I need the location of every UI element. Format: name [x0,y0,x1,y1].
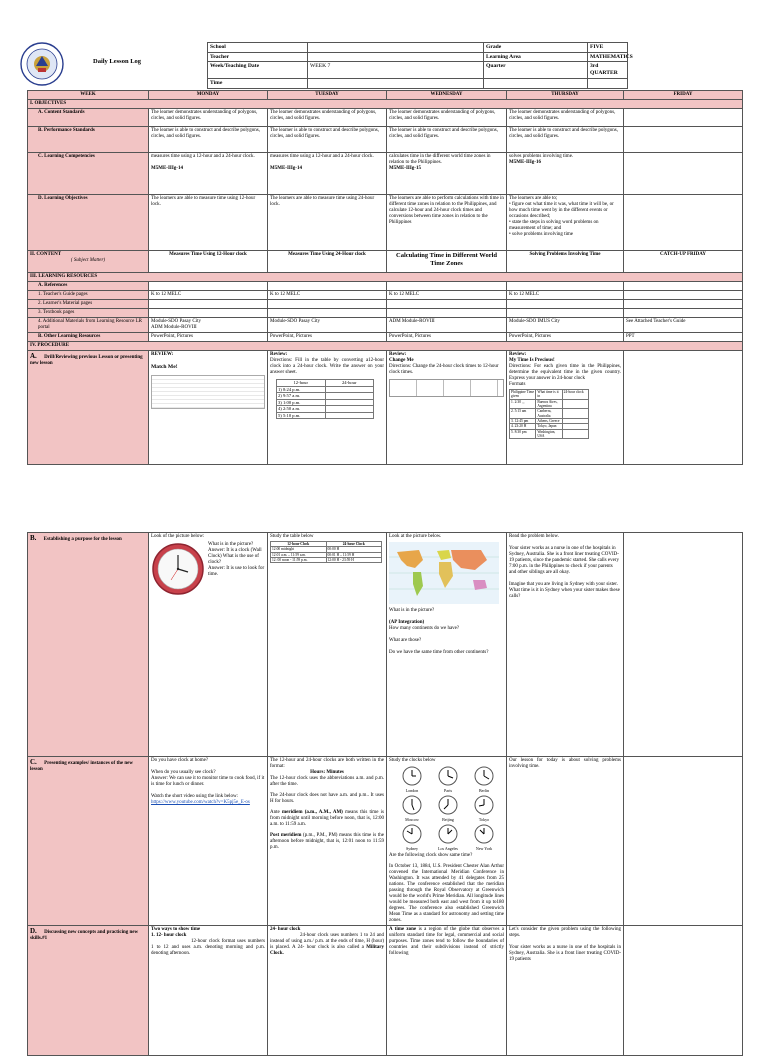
presenting-wed: Study the clocks below London Paris Berlin Moscow Beijing Tokyo Sydney Los Angeles New York Are the following clock show same time? In October 13, 1884, U.S. President Chester Alan Arthur convened the International Meridian Conference in Washington. It was attended by 41 delegates from 25 nations. The conference established that the meridian passing through the Royal Observatory at Greenwich would be the world's Prime Meridian. All longitude lines would be measured both east and west from it up to180 degrees. The conference also established Greenwich Mean Time as a standard for astronomy and setting time zones. [387,757,507,926]
drill-wed: Review: Change Me Directions: Change the 24-hour clock times to 12-hour clock times. [387,351,507,465]
perf-tue: The learner is able to construct and describe polygons, circles, and solid figures. [268,127,387,153]
wall-clock-image [151,542,205,596]
content-standards-mon: The learner demonstrates understanding of polygons, circles, and solid figures. [149,109,268,127]
teacher-value [308,52,484,62]
add-tue: Module-SDO Pasay City [268,318,387,333]
clock-los-angeles: Los Angeles [433,824,463,852]
comp-thu: solves problems involving time. M5ME-IIIg-16 [507,153,624,195]
clock-sydney: Sydney [397,824,427,852]
match-me-worksheet [151,375,265,409]
grade-label: Grade [484,43,588,53]
purpose-wed: Look at the picture below. What is in the picture? (AP Integration) How many continents do we have? What are those? Do we have the same time from other continents? [387,533,507,757]
other-tue: PowerPoint, Pictures [268,333,387,342]
tg-thu: K to 12 MELC [507,291,624,300]
discussing-mon: Two ways to show time 1. 12- hour clock 12-hour clock format uses numbers 1 to 12 and uses a.m. denoting morning and p.m. denoting afternoon. [149,926,268,1056]
area-label: Learning Area [484,52,588,62]
tg-pages-label: 1. Teacher's Guide pages [28,291,149,300]
drill-tue: Review: Directions: Fill in the table by converting a12-hour clock into a 24-hour clock. Write the answer on your answer sheet. 12-hour 24-hour 1) 8:24 p.m. 2) 9:57 a.m. 3) 1:00 p.m. 4) 2:50 a.m. 5) 5:10 p.m. [268,351,387,465]
purpose-tue: Study the table below 12-hour Clock 24-hour Clock 12:00 midnight 00:00 H 12:01 a.m. – 11:59 a.m. 00:01 H – 11:59 H 12: 00 noon - 11:59 p.m. 12:00 H - 23:59 H [268,533,387,757]
content-wed: Calculating Time in Different World Time Zones [387,251,507,273]
performance-standards-label: B. Performance Standards [28,127,149,153]
week-value: WEEK 7 [308,62,484,78]
comp-wed: calculates time in the different world time zones in relation to the Philippines. M5ME-IIIg-15 [387,153,507,195]
discussing-label: D. Discussing new concepts and practicing new skills.#1 [28,926,149,1056]
time-value [308,78,484,88]
header-table [207,42,633,89]
content-standards-label: A. Content Standards [28,109,149,127]
other-resources-label: B. Other Learning Resources [28,333,149,342]
references-label: A. References [28,282,149,291]
other-wed: PowerPoint, Pictures [387,333,507,342]
purpose-thu: Read the problem below. Your sister works as a nurse in one of the hospitals in Sydney, Australia. She is a front liner treating COVID-19 patients, since the pandemic started. She calls every 7:00 p.m. in the Philippines to check if your parents and other siblings are all okay. Imagine that you are living in Sydney with your sister. What time is it in Sydney when your sister makes these calls? [507,533,624,757]
clock-london: London [397,766,427,794]
discussing-thu: Let's consider the given problem using the following steps. Your sister works as a nurse in one of the hospitals in Sydney, Australia. She is a front liner treating COVID-19 patients [507,926,624,1056]
main-table [27,90,743,465]
drill-label: A. Drill/Reviewing previous Lesson or presenting new lesson [28,351,149,465]
school-label: School [208,43,308,53]
grade-value: FIVE [588,43,628,53]
content-mon: Measures Time Using 12-Hour clock [149,251,268,273]
time-zone-table: Philippine Time given What time is it in 24-hour clock 1. 2:30 ₁₀ Buenos Aires, Argentina 2. 5:15 am Canberra, Australia 3. 12:45 pm Athens, Greece 4. 23:20 H Tokyo, Japan 5. 8:30 pm Washington, USA [509,389,589,439]
content-fri: CATCH-UP FRIDAY [624,251,743,273]
drill-thu: Review: My Time Is Precious! Directions: For each given time in the Philippines, determine the equivalent time in the given country. Express your answer in 24-hour clock Formats Philippine Time given What time is it in 24-hour clock 1. 2:30 ₁₀ Buenos Aires, Argentina 2. 5:15 am Canberra, Australia 3. 12:45 pm Athens, Greece 4. 23:20 H Tokyo, Japan 5. 8:30 pm Washington, USA [507,351,624,465]
week-label: Week/Teaching Date [208,62,308,78]
presenting-tue: The 12-hour and 24-hour clocks are both written in the format: Hours: Minutes The 12-hour clock uses the abbreviations a.m. and p.m. after the time. The 24-hour clock does not have a.m. and p.m.. It uses H for hours. Ante meridiem (a.m., A.M., AM) means this time is from midnight until morning before noon, that is, 12:00 a.m. to 11:59 a.m. Post meridiem (p.m., P.M., PM) means this time is the afternoon before midnight, that is, 12:01 noon to 11:59 p.m. [268,757,387,926]
world-clocks-grid [397,766,504,851]
day-header-row [28,91,743,100]
col-friday: FRIDAY [624,91,743,100]
teacher-label: Teacher [208,52,308,62]
clock-moscow: Moscow [397,795,427,823]
school-value [308,43,484,53]
competencies-label: C. Learning Competencies [28,153,149,195]
perf-wed: The learner is able to construct and describe polygons, circles, and solid figures. [387,127,507,153]
lm-pages-label: 2. Learner's Material pages [28,300,149,309]
procedure-table-page2 [27,532,743,1056]
col-thursday: THURSDAY [507,91,624,100]
col-tuesday: TUESDAY [268,91,387,100]
clock-paris: Paris [433,766,463,794]
purpose-label: B. Establishing a purpose for the lesson [28,533,149,757]
lo-wed: The learners are able to perform calculations with time in different time zones in relation to the Philippines, and calculate 12-hour and 24-hour clock times and conversions between time zones in relation to the Philippines [387,195,507,251]
quarter-value: 3rd QUARTER [588,62,628,78]
purpose-mon: Look of the picture below: What is in the picture? Answer: It is a clock (Wall Clock) What is the use of clock? Answer: It is use to look for time. [149,533,268,757]
col-week: WEEK [28,91,149,100]
change-me-table [389,379,504,397]
learning-objectives-label: D. Learning Objectives [28,195,149,251]
col-monday: MONDAY [149,91,268,100]
deped-seal [20,42,64,86]
content-standards-tue: The learner demonstrates understanding of polygons, circles, and solid figures. [268,109,387,127]
content-thu: Solving Problems Involving Time [507,251,624,273]
discussing-wed: A time zone is a region of the globe that observes a uniform standard time for legal, commercial and social purposes. Time zones tend to follow the boundaries of countries and their subdivisions instead of strictly following [387,926,507,1056]
presenting-mon: Do you have clock at home? When do you usually see clock? Answer: We can use it to monitor time to cook food, if it is time for lunch or dinner. Watch the short video using the link below: https://www.youtube.com/watch?v=K5pj5e_E-os [149,757,268,926]
lo-thu: The learners are able to; • figure out what time it was, what time it will be, or how much time went by in the different events or occasions described; • state the steps in solving word problems on measurement of time; and • solve problems involving time [507,195,624,251]
tg-tue: K to 12 MELC [268,291,387,300]
time-label: Time [208,78,308,88]
textbook-pages-label: 3. Textbook pages [28,309,149,318]
other-thu: PowerPoint, Pictures [507,333,624,342]
lesson-log-title: Daily Lesson Log [93,58,142,65]
comp-tue: measures time using a 12-hour and a 24-hour clock. M5ME-IIIg-14 [268,153,387,195]
presenting-thu: Our lesson for today is about solving problems involving time. [507,757,624,926]
col-wednesday: WEDNESDAY [387,91,507,100]
clock-compare-table: 12-hour Clock 24-hour Clock 12:00 midnight 00:00 H 12:01 a.m. – 11:59 a.m. 00:01 H – 11:59 H 12: 00 noon - 11:59 p.m. 12:00 H - 23:59 H [270,541,382,563]
lo-mon: The learners are able to measure time using 12-hour lock. [149,195,268,251]
clock-beijing: Beijing [433,795,463,823]
resources-heading: III. LEARNING RESOURCES [28,273,743,282]
tg-wed: K to 12 MELC [387,291,507,300]
video-link[interactable]: https://www.youtube.com/watch?v=K5pj5e_E-os [151,800,250,805]
add-thu: Module-SDO IMUS City [507,318,624,333]
clock-tokyo: Tokyo [469,795,499,823]
perf-mon: The learner is able to construct and describe polygons, circles, and solid figures. [149,127,268,153]
tg-mon: K to 12 MELC [149,291,268,300]
area-value: MATHEMATICS [588,52,628,62]
content-standards-wed: The learner demonstrates understanding of polygons, circles, and solid figures. [387,109,507,127]
content-tue: Measures Time Using 24-Hour clock [268,251,387,273]
add-wed: ADM Module-ROVIII [387,318,507,333]
content-label: II. CONTENT ( Subject Matter) [28,251,149,273]
clock-new-york: New York [469,824,499,852]
other-fri: PPT [624,333,743,342]
lo-tue: The learners are able to measure time using 24-hour lock. [268,195,387,251]
content-standards-thu: The learner demonstrates understanding of polygons, circles, and solid figures. [507,109,624,127]
add-mon: Module-SDO Pasay City ADM Module-ROVIII [149,318,268,333]
other-mon: PowerPoint, Pictures [149,333,268,342]
clock-berlin: Berlin [469,766,499,794]
add-fri: See Attached Teacher's Guide [624,318,743,333]
procedure-heading: IV. PROCEDURE [28,342,743,351]
perf-thu: The learner is able to construct and describe polygons, circles, and solid figures. [507,127,624,153]
objectives-heading: I. OBJECTIVES [28,100,743,109]
conversion-table: 12-hour 24-hour 1) 8:24 p.m. 2) 9:57 a.m. 3) 1:00 p.m. 4) 2:50 a.m. 5) 5:10 p.m. [276,379,374,419]
additional-materials-label: 4. Additional Materials from Learning Resource LR portal [28,318,149,333]
comp-mon: measures time using a 12-hour and a 24-hour clock. M5ME-IIIg-14 [149,153,268,195]
presenting-label: C. Presenting examples/ instances of the new lesson [28,757,149,926]
quarter-label: Quarter [484,62,588,78]
world-map-image [389,542,499,604]
drill-mon: REVIEW: Match Me! [149,351,268,465]
discussing-tue: 24- hour clock 24-hour clock uses numbers 1 to 24 and instead of using a.m./ p.m. at the ends of time, H (hour) is placed. A 24- hour clock is also called a Military Clock. [268,926,387,1056]
